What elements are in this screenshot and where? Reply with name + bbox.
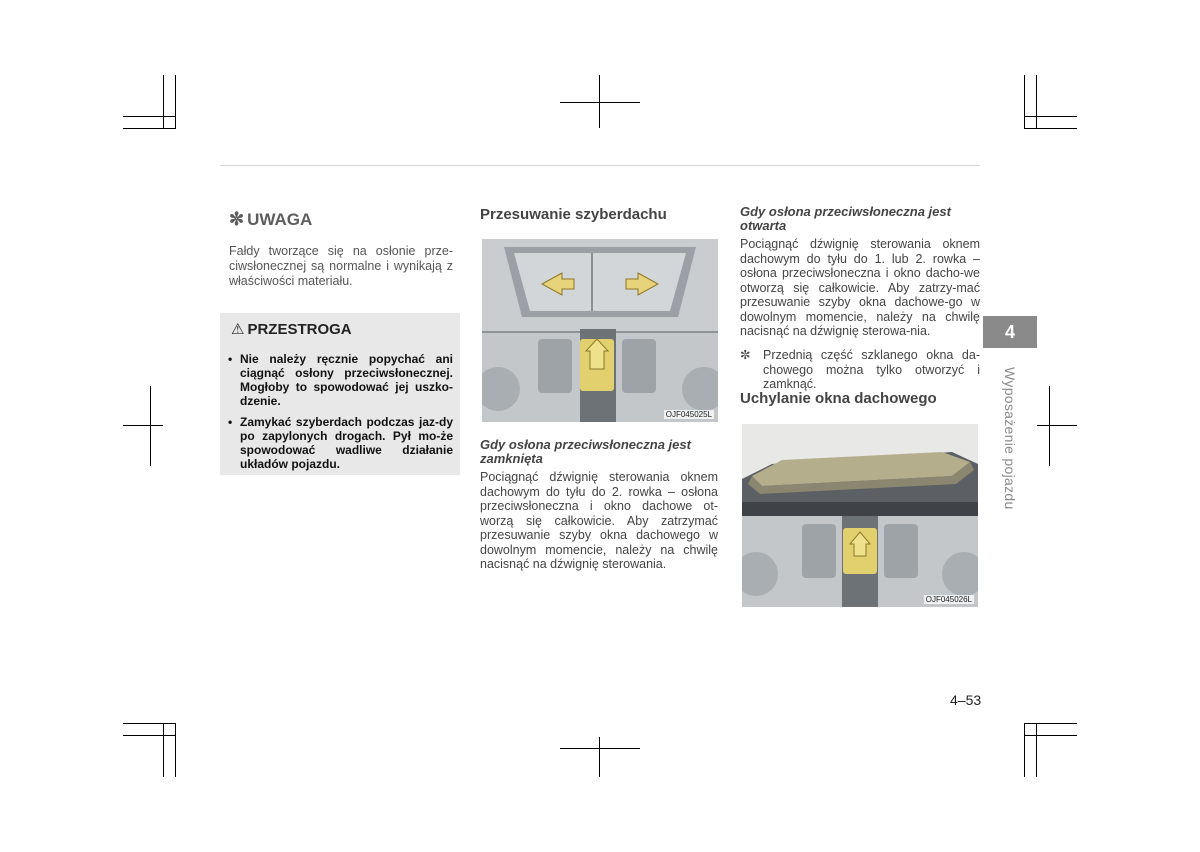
header-rule [220, 165, 980, 166]
crop-mark [560, 748, 640, 749]
figure-code: OJF045026L [925, 595, 972, 604]
caution-title-text: PRZESTROGA [247, 321, 352, 338]
crop-mark [1024, 116, 1077, 117]
chapter-tab: 4 [983, 316, 1037, 348]
note-title [229, 209, 312, 230]
body-closed: Pociągnąć dźwignię sterowania oknem dachowym do tyłu do 2. rowka – osłona przeciwsłoneczna i okno dachowe ot-worzą się całkowicie. Aby zatrzymać przesuwanie szyby okna dachowego w dowolnym momencie, należy na chwilę nacisnąć na dźwignię sterowania. [480, 470, 718, 571]
subheading-open: Gdy osłona przeciwsłoneczna jest otwarta [740, 204, 951, 233]
tilt-figure [742, 424, 978, 607]
chapter-label: Wyposażenie pojazdu [1002, 367, 1018, 510]
note-title-text: UWAGA [247, 210, 313, 229]
crop-mark [599, 737, 600, 777]
tilt-illustration [742, 424, 978, 607]
caution-title [231, 320, 352, 338]
crop-mark [163, 75, 164, 129]
crop-mark [1024, 128, 1077, 129]
asterisk-icon: ✼ [229, 209, 245, 229]
crop-mark [163, 723, 164, 777]
figure-code: OJF045025L [665, 410, 712, 419]
crop-mark [175, 723, 176, 777]
body-open: Pociągnąć dźwignię sterowania oknem dachowym do tyłu do 1. lub 2. rowka – osłona przeciwsłoneczna i okno dacho-we otworzą się całkowicie. Aby zatrzy-mać przesuwanie szyby okna dachowe-go w dowolnym momencie, należy na chwilę nacisnąć na dźwignię sterowa-nia. [740, 237, 980, 338]
sunroof-figure [482, 239, 718, 422]
note-open-text: Przednią część szklanego okna da-chowego można tylko otworzyć i zamknąć. [763, 348, 980, 391]
crop-mark [1037, 425, 1077, 426]
section-heading-tilting: Uchylanie okna dachowego [740, 390, 937, 407]
crop-mark [123, 425, 163, 426]
crop-mark [1024, 735, 1077, 736]
asterisk-icon: ✼ [740, 348, 751, 362]
note-body: Fałdy tworzące się na osłonie prze-ciwsłonecznej są normalne i wynikają z właściwości materiału. [229, 244, 453, 288]
crop-mark [1024, 723, 1025, 777]
section-heading-sliding: Przesuwanie szyberdachu [480, 206, 667, 223]
crop-mark [175, 75, 176, 129]
crop-mark [1024, 723, 1077, 724]
subheading-closed: Gdy osłona przeciwsłoneczna jest zamknięta [480, 437, 691, 466]
page-number: 4–53 [950, 692, 982, 708]
sunroof-illustration [482, 239, 718, 422]
crop-mark [1036, 723, 1037, 777]
crop-mark [560, 102, 640, 103]
caution-item: • Zamykać szyberdach podczas jaz-dy po zapylonych drogach. Pył mo-że spowodować wadliwe działanie układów pojazdu. [228, 415, 453, 471]
caution-list [228, 352, 453, 478]
note-open [740, 348, 980, 392]
crop-mark [1024, 75, 1025, 129]
caution-item: • Nie należy ręcznie popychać ani ciągnąć osłony przeciwsłonecznej. Mogłoby to spowodować jej uszko-dzenie. [228, 352, 453, 408]
crop-mark [123, 128, 176, 129]
crop-mark [150, 386, 151, 466]
crop-mark [123, 116, 176, 117]
crop-mark [123, 735, 176, 736]
crop-mark [1036, 75, 1037, 129]
crop-mark [123, 723, 176, 724]
crop-mark [1049, 386, 1050, 466]
warning-icon: ⚠ [231, 321, 245, 338]
